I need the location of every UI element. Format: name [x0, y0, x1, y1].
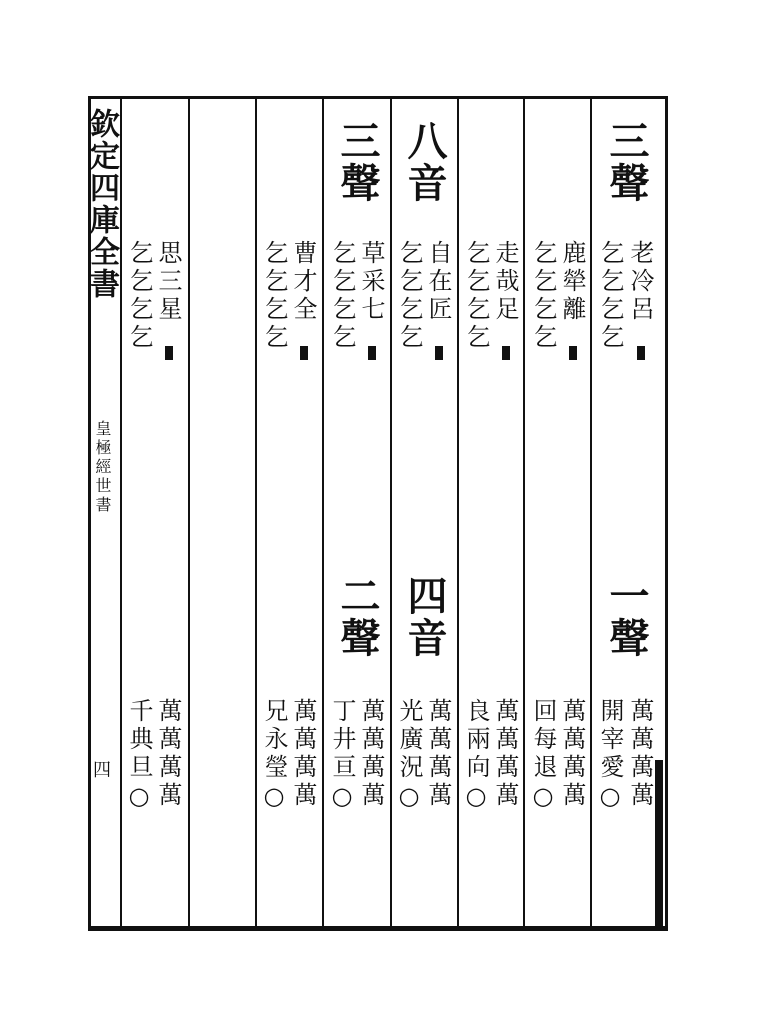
col5-bottom-entry-a: 萬萬萬萬 — [357, 698, 385, 810]
col3-top-entry-b: 乞乞乞乞 — [462, 240, 490, 352]
col6-top-entry-a: 曹才全 — [289, 240, 317, 324]
col2-top-entry-b: 乞乞乞乞 — [529, 240, 557, 352]
col2-bottom-entry-a: 萬萬萬萬 — [558, 698, 586, 810]
separator-mark — [368, 346, 376, 360]
column-rule — [120, 98, 122, 928]
col5-heading-top: 三聲 — [334, 120, 381, 204]
separator-mark — [569, 346, 577, 360]
col8-bottom-entry-b: 千典旦○ — [125, 698, 153, 814]
col3-bottom-entry-b: 良兩向○ — [462, 698, 490, 814]
column-rule — [188, 98, 190, 928]
column-rule — [322, 98, 324, 928]
col5-top-entry-b: 乞乞乞乞 — [328, 240, 356, 352]
col1-top-entry-a: 老冷呂 — [626, 240, 654, 324]
col4-heading-bottom: 四音 — [401, 575, 448, 659]
book-title: 欽定四庫全書 — [84, 108, 119, 300]
column-rule — [590, 98, 592, 928]
col4-heading-top: 八音 — [401, 120, 448, 204]
separator-mark — [165, 346, 173, 360]
separator-mark — [435, 346, 443, 360]
column-rule — [255, 98, 257, 928]
book-name: 皇極經世書 — [93, 420, 112, 515]
col8-bottom-entry-a: 萬萬萬萬 — [154, 698, 182, 810]
col2-top-entry-a: 鹿犖離 — [558, 240, 586, 324]
frame-edge-mark — [655, 760, 663, 930]
col3-top-entry-a: 走哉足 — [491, 240, 519, 324]
col1-bottom-entry-a: 萬萬萬萬 — [626, 698, 654, 810]
col4-top-entry-b: 乞乞乞乞 — [395, 240, 423, 352]
col4-bottom-entry-b: 光廣況○ — [395, 698, 423, 814]
page-number: 四 — [90, 760, 111, 781]
col3-bottom-entry-a: 萬萬萬萬 — [491, 698, 519, 810]
col6-top-entry-b: 乞乞乞乞 — [260, 240, 288, 352]
col8-top-entry-b: 乞乞乞乞 — [125, 240, 153, 352]
col4-bottom-entry-a: 萬萬萬萬 — [424, 698, 452, 810]
separator-mark — [502, 346, 510, 360]
col5-top-entry-a: 草采七 — [357, 240, 385, 324]
col6-bottom-entry-a: 萬萬萬萬 — [289, 698, 317, 810]
separator-mark — [637, 346, 645, 360]
column-rule — [523, 98, 525, 928]
col1-top-entry-b: 乞乞乞乞 — [596, 240, 624, 352]
separator-mark — [300, 346, 308, 360]
col5-bottom-entry-b: 丁井亘○ — [328, 698, 356, 814]
col2-bottom-entry-b: 回每退○ — [529, 698, 557, 814]
col4-top-entry-a: 自在匠 — [424, 240, 452, 324]
col1-heading-top: 三聲 — [603, 120, 650, 204]
col1-bottom-entry-b: 開宰愛○ — [596, 698, 624, 814]
col1-heading-bottom: 一聲 — [603, 575, 650, 659]
col6-bottom-entry-b: 兄永瑩○ — [260, 698, 288, 814]
column-rule — [457, 98, 459, 928]
col5-heading-bottom: 二聲 — [334, 575, 381, 659]
column-rule — [390, 98, 392, 928]
col8-top-entry-a: 思三星 — [154, 240, 182, 324]
